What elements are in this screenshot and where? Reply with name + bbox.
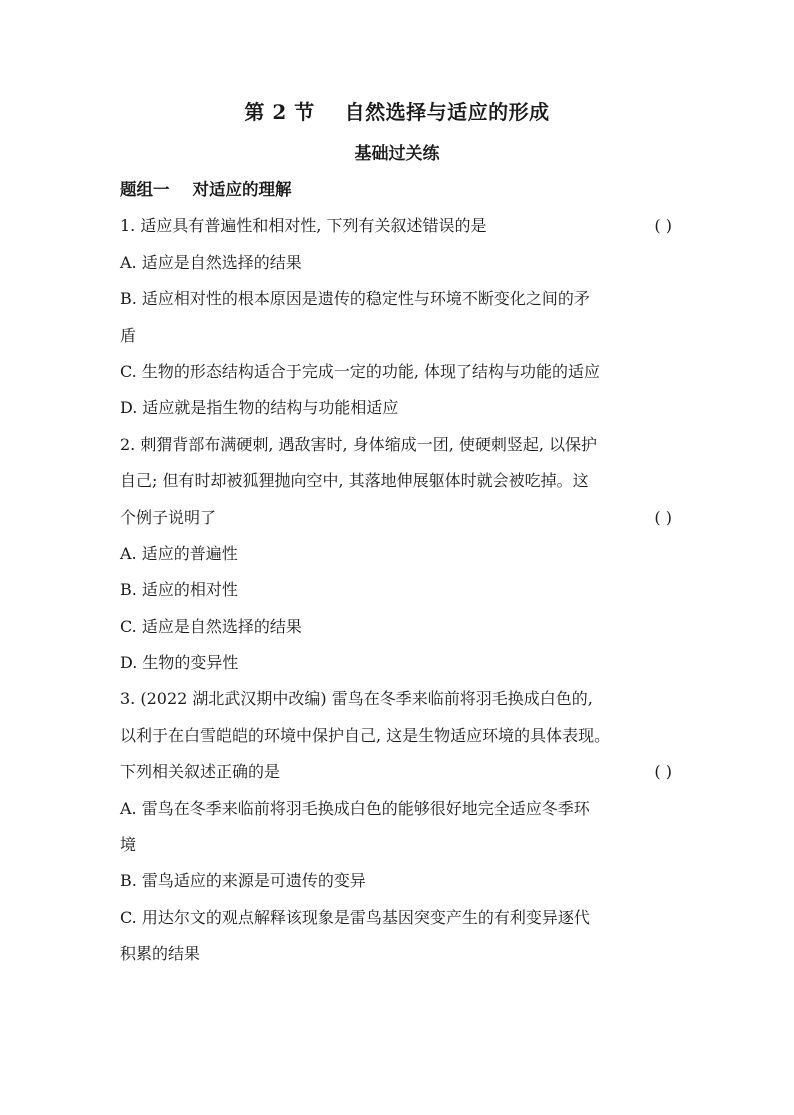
question-2-option-c: C. 适应是自然选择的结果 bbox=[120, 616, 302, 636]
question-3-option-b: B. 雷鸟适应的来源是可遗传的变异 bbox=[120, 871, 366, 891]
question-3-stem-line-2: 以利于在白雪皑皑的环境中保护自己, 这是生物适应环境的具体表现。 bbox=[120, 725, 611, 745]
question-3-stem-line-3 bbox=[120, 754, 680, 790]
question-3-stem-line-3-text: 下列相关叙述正确的是 bbox=[120, 762, 281, 782]
section-title: 第 2 节 自然选择与适应的形成 bbox=[244, 100, 550, 124]
question-3-stem-line-1: 3. (2022 湖北武汉期中改编) 雷鸟在冬季来临前将羽毛换成白色的, bbox=[120, 689, 593, 709]
question-1-option-d: D. 适应就是指生物的结构与功能相适应 bbox=[120, 398, 399, 418]
section-subtitle: 基础过关练 bbox=[354, 144, 440, 164]
question-2-stem-line-3 bbox=[120, 500, 680, 536]
question-3-option-c-line-2: 积累的结果 bbox=[120, 944, 201, 964]
group-heading: 题组一 对适应的理解 bbox=[120, 180, 292, 199]
question-3-option-c-line-1: C. 用达尔文的观点解释该现象是雷鸟基因突变产生的有利变异逐代 bbox=[120, 907, 590, 927]
question-2-option-b: B. 适应的相对性 bbox=[120, 580, 238, 600]
question-1-stem bbox=[120, 208, 680, 244]
question-2-option-d: D. 生物的变异性 bbox=[120, 653, 239, 673]
question-3-option-a-line-1: A. 雷鸟在冬季来临前将羽毛换成白色的能够很好地完全适应冬季环 bbox=[120, 798, 590, 818]
answer-blank-1: ( ) bbox=[654, 216, 672, 236]
question-2-stem-line-3-text: 个例子说明了 bbox=[120, 507, 217, 527]
question-1-option-a: A. 适应是自然选择的结果 bbox=[120, 252, 302, 272]
question-2-option-a: A. 适应的普遍性 bbox=[120, 543, 238, 563]
question-2-stem-line-1: 2. 刺猬背部布满硬刺, 遇敌害时, 身体缩成一团, 使硬刺竖起, 以保护 bbox=[120, 434, 598, 454]
question-1-option-c: C. 生物的形态结构适合于完成一定的功能, 体现了结构与功能的适应 bbox=[120, 361, 601, 381]
question-3-option-a-line-2: 境 bbox=[120, 835, 137, 855]
answer-blank-2: ( ) bbox=[654, 507, 672, 527]
question-1-option-b-line-1: B. 适应相对性的根本原因是遗传的稳定性与环境不断变化之间的矛 bbox=[120, 289, 590, 309]
question-content bbox=[120, 172, 680, 973]
answer-blank-3: ( ) bbox=[654, 762, 672, 782]
question-2-stem-line-2: 自己; 但有时却被狐狸抛向空中, 其落地伸展躯体时就会被吃掉。这 bbox=[120, 471, 589, 491]
question-1-stem-text: 1. 适应具有普遍性和相对性, 下列有关叙述错误的是 bbox=[120, 216, 487, 236]
question-1-option-b-line-2: 盾 bbox=[120, 325, 137, 345]
